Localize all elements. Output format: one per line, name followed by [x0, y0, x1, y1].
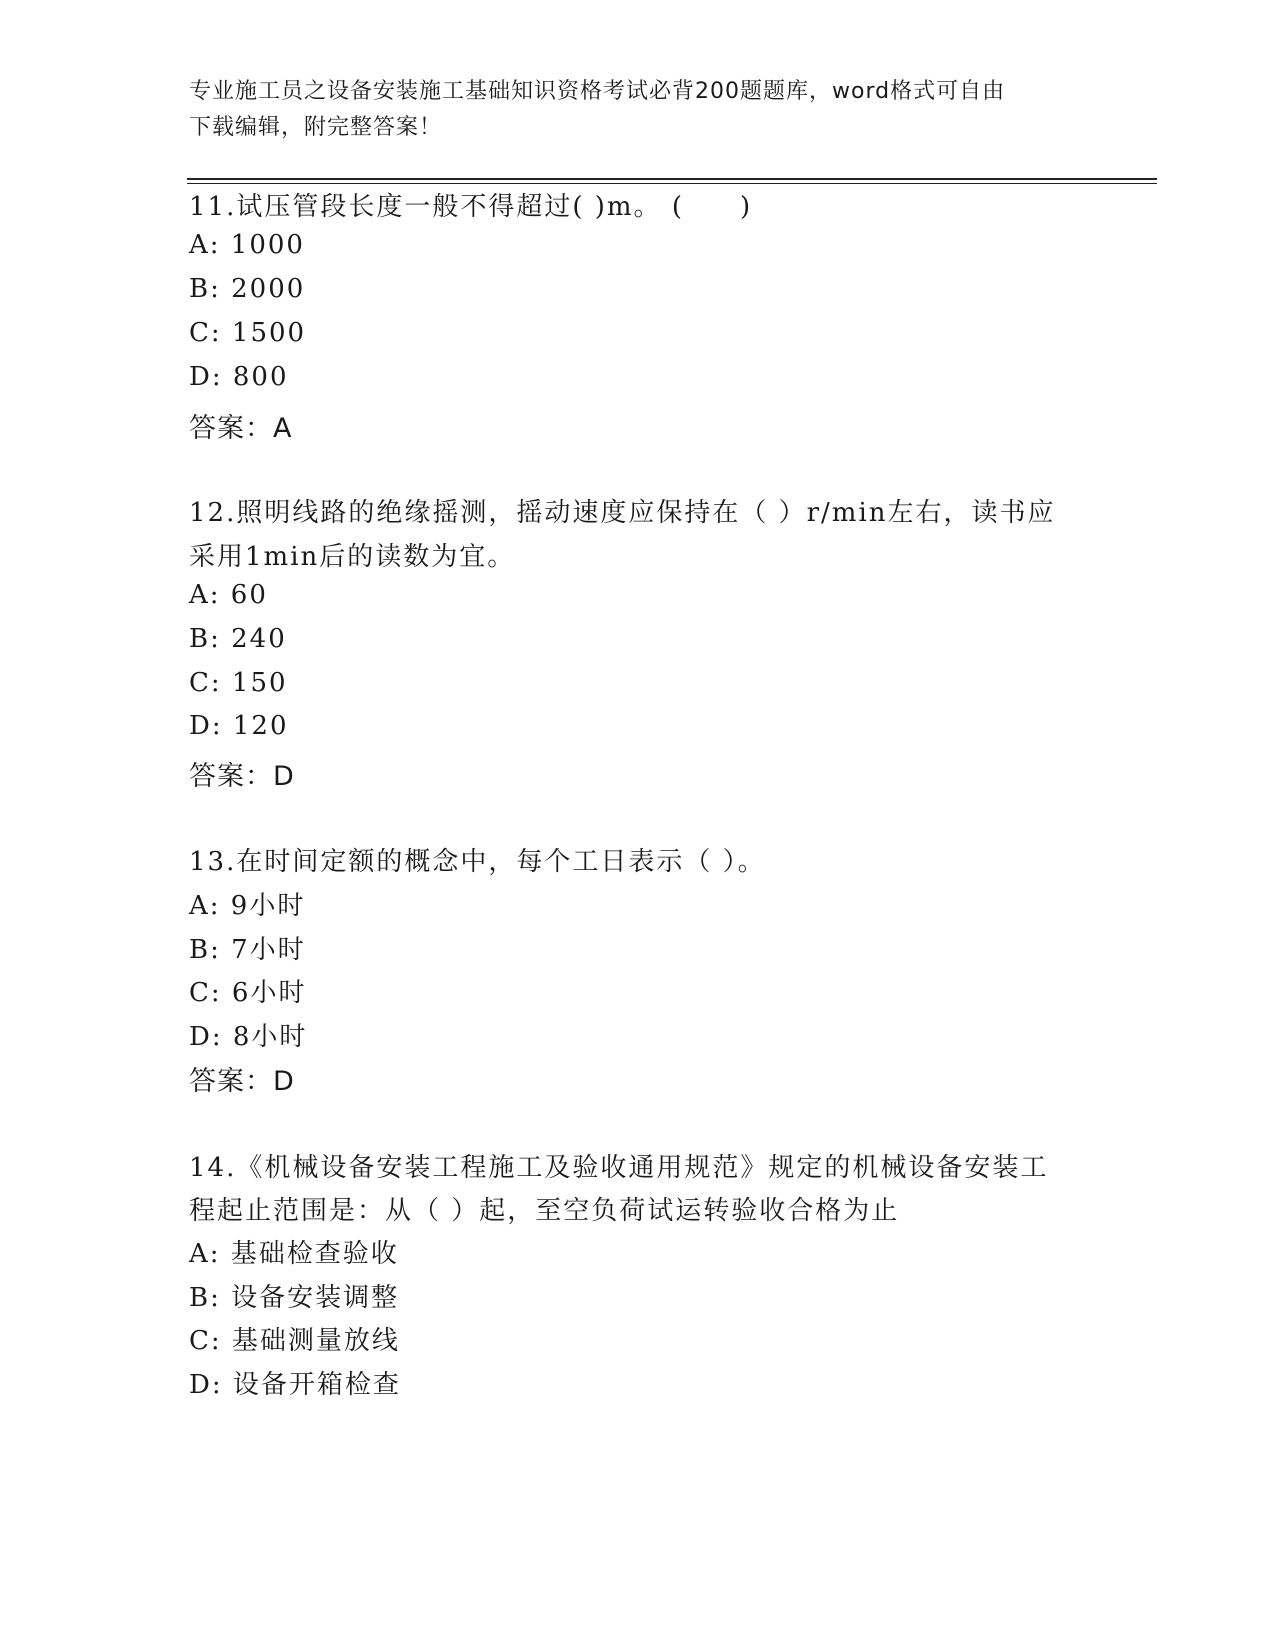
- question-14-text-line2: 程起止范围是：从（ ）起，至空负荷试运转验收合格为止: [189, 1196, 900, 1226]
- question-13-option-a: A: 9小时: [189, 891, 306, 921]
- question-14-text-line1: 14.《机械设备安装工程施工及验收通用规范》规定的机械设备安装工: [189, 1153, 1049, 1183]
- header-title-line1: 专业施工员之设备安装施工基础知识资格考试必背200题题库，word格式可自由: [189, 79, 1006, 104]
- question-13-text: 13.在时间定额的概念中，每个工日表示（ ）。: [189, 847, 766, 877]
- question-13-option-d: D: 8小时: [189, 1022, 308, 1052]
- question-14-option-b: B: 设备安装调整: [189, 1283, 400, 1313]
- question-12-answer: 答案：D: [189, 761, 295, 792]
- question-13-option-b: B: 7小时: [189, 935, 306, 965]
- question-12-option-a: A: 60: [189, 580, 268, 610]
- question-12-option-c: C: 150: [189, 668, 288, 698]
- question-11-option-d: D: 800: [189, 362, 289, 392]
- question-14-option-c: C: 基础测量放线: [189, 1326, 400, 1356]
- header-divider-thin: [187, 183, 1157, 184]
- question-13-answer: 答案：D: [189, 1066, 295, 1097]
- question-12-option-d: D: 120: [189, 711, 289, 741]
- question-12-text-line2: 采用1min后的读数为宜。: [189, 542, 516, 572]
- question-11-option-a: A: 1000: [189, 230, 305, 260]
- question-14-option-a: A: 基础检查验收: [189, 1239, 399, 1269]
- question-14-option-d: D: 设备开箱检查: [189, 1370, 401, 1400]
- question-13-option-c: C: 6小时: [189, 978, 307, 1008]
- question-12-option-b: B: 240: [189, 624, 287, 654]
- question-11-answer: 答案：A: [189, 413, 293, 444]
- question-11-option-c: C: 1500: [189, 318, 307, 348]
- header-divider-thick: [187, 178, 1157, 180]
- question-11-text: 11.试压管段长度一般不得超过( )m。 ( ): [189, 192, 753, 222]
- header-title-line2: 下载编辑，附完整答案！: [189, 115, 443, 140]
- question-12-text-line1: 12.照明线路的绝缘摇测，摇动速度应保持在（ ）r/min左右，读书应: [189, 498, 1056, 528]
- question-11-option-b: B: 2000: [189, 274, 306, 304]
- document-header: [189, 74, 1089, 146]
